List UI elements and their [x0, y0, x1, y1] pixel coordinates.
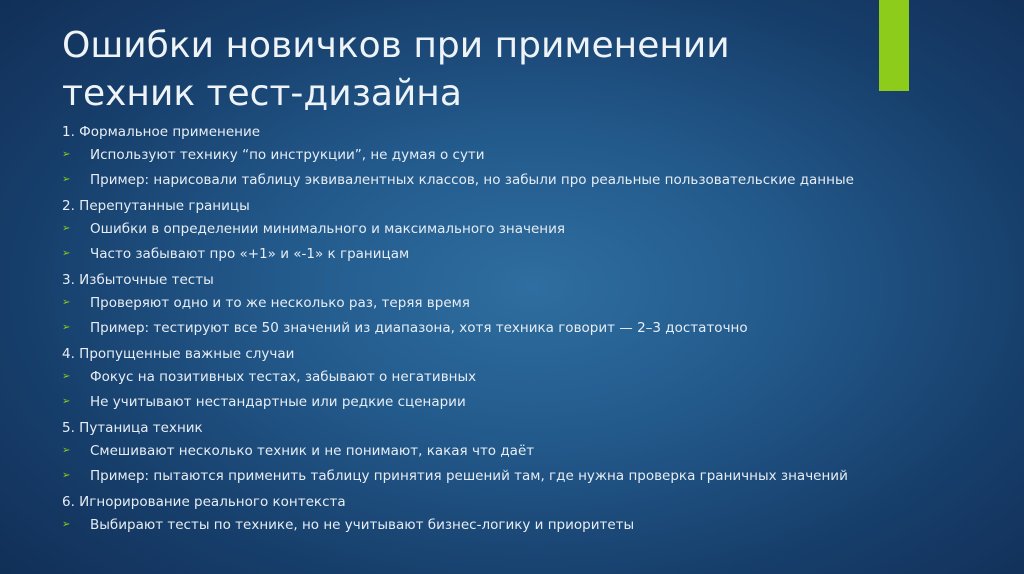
bullet-item: [62, 296, 942, 310]
bullet-item: [62, 444, 942, 458]
section-heading: 5. Путаница техник: [62, 420, 203, 436]
arrow-bullet-icon: ➢: [62, 519, 71, 530]
arrow-bullet-icon: ➢: [62, 223, 71, 234]
slide-title: [62, 22, 842, 118]
bullet-item: [62, 247, 942, 261]
section-heading: 4. Пропущенные важные случаи: [62, 346, 295, 362]
arrow-bullet-icon: ➢: [62, 445, 71, 456]
bullet-item: [62, 321, 942, 335]
bullet-item: [62, 395, 942, 409]
section-heading: 3. Избыточные тесты: [62, 272, 214, 288]
bullet-text: Смешивают несколько техник и не понимают, какая что даёт: [90, 443, 535, 459]
arrow-bullet-icon: ➢: [62, 396, 71, 407]
arrow-bullet-icon: ➢: [62, 297, 71, 308]
bullet-item: [62, 148, 942, 162]
slide-title-line-1: Ошибки новичков при применении: [62, 25, 730, 66]
arrow-bullet-icon: ➢: [62, 149, 71, 160]
bullet-text: Пример: пытаются применить таблицу принятия решений там, где нужна проверка граничных значений: [90, 468, 848, 484]
bullet-text: Выбирают тесты по технике, но не учитывают бизнес-логику и приоритеты: [90, 517, 635, 533]
bullet-text: Проверяют одно и то же несколько раз, теряя время: [90, 295, 470, 311]
arrow-bullet-icon: ➢: [62, 470, 71, 481]
bullet-text: Не учитывают нестандартные или редкие сценарии: [90, 394, 466, 410]
arrow-bullet-icon: ➢: [62, 248, 71, 259]
bullet-item: [62, 469, 942, 483]
slide-content: [62, 124, 942, 543]
bullet-text: Пример: тестируют все 50 значений из диапазона, хотя техника говорит — 2–3 достаточно: [90, 320, 748, 336]
section-heading: 6. Игнорирование реального контекста: [62, 494, 346, 510]
bullet-item: [62, 370, 942, 384]
arrow-bullet-icon: ➢: [62, 322, 71, 333]
accent-bar: [879, 0, 909, 91]
arrow-bullet-icon: ➢: [62, 174, 71, 185]
bullet-text: Пример: нарисовали таблицу эквивалентных классов, но забыли про реальные пользовательские данные: [90, 172, 854, 188]
section-heading: 2. Перепутанные границы: [62, 198, 250, 214]
bullet-item: [62, 173, 942, 187]
bullet-text: Ошибки в определении минимального и максимального значения: [90, 221, 565, 237]
bullet-text: Используют технику “по инструкции”, не думая о сути: [90, 147, 485, 163]
arrow-bullet-icon: ➢: [62, 371, 71, 382]
bullet-item: [62, 518, 942, 532]
slide-title-line-2: техник тест-дизайна: [62, 73, 462, 114]
bullet-text: Фокус на позитивных тестах, забывают о негативных: [90, 369, 477, 385]
section-heading: 1. Формальное применение: [62, 124, 261, 140]
bullet-text: Часто забывают про «+1» и «-1» к границам: [90, 246, 410, 262]
bullet-item: [62, 222, 942, 236]
